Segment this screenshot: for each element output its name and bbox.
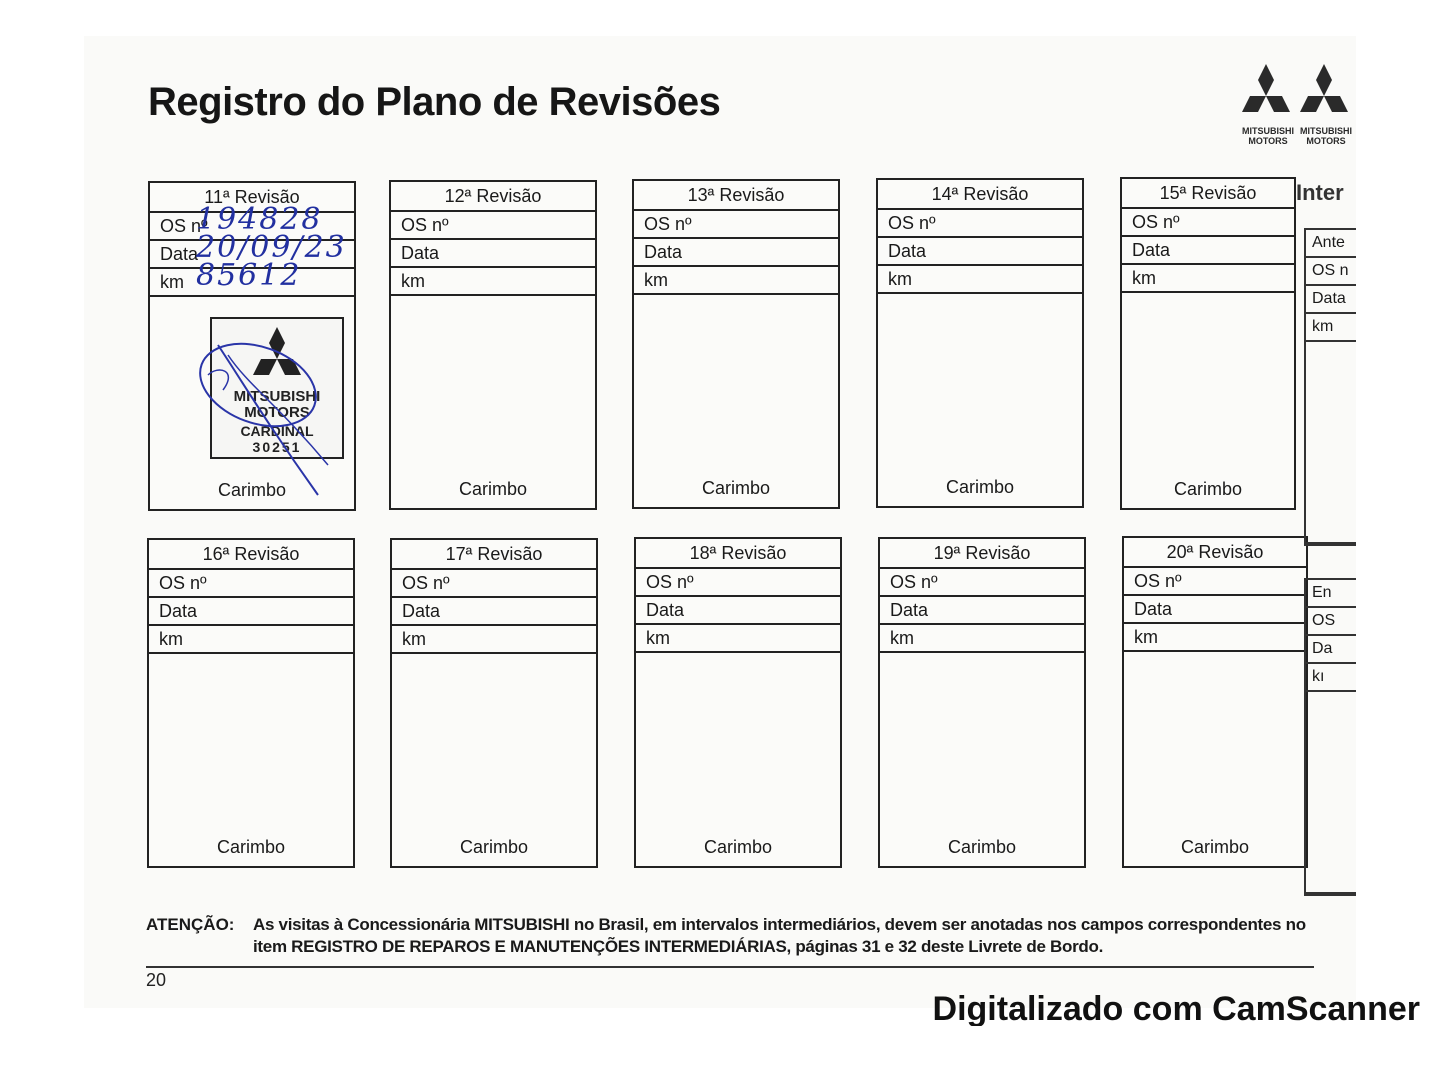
stamp-label: Carimbo [217, 480, 287, 500]
revision-card-15 [1120, 177, 1296, 510]
date-field[interactable] [878, 238, 1082, 266]
km-field[interactable] [392, 626, 596, 654]
revision-card-14 [876, 178, 1084, 508]
os-field[interactable] [149, 570, 353, 598]
date-field[interactable] [1124, 596, 1306, 624]
date-label: Data [159, 601, 198, 621]
attention-text: As visitas à Concessionária MITSUBISHI no Brasil, em intervalos intermediários, devem ser anotadas nos campos correspondentes no item REGISTRO DE REPAROS E MANUTENÇÕES INTERMEDIÁRIAS, páginas 31 e 32 deste Livrete de Bordo. [253, 915, 1306, 956]
adjacent-page-fragment [1294, 180, 1356, 900]
adjacent-stamp-area [1306, 692, 1356, 894]
date-field[interactable] [1122, 237, 1294, 265]
km-label: km [160, 272, 184, 292]
os-field[interactable] [392, 570, 596, 598]
adjacent-stamp-area [1306, 342, 1356, 544]
date-label: Data [401, 243, 440, 263]
adjacent-field: Ante [1306, 230, 1356, 258]
date-field[interactable] [392, 598, 596, 626]
adjacent-field: OS [1306, 608, 1356, 636]
date-field[interactable] [391, 240, 595, 268]
km-label: km [1134, 627, 1158, 647]
mitsubishi-logo [1296, 62, 1356, 160]
km-label: km [402, 629, 426, 649]
footer-divider [146, 966, 1314, 968]
revision-card-20 [1122, 536, 1308, 868]
three-diamonds-icon [1296, 62, 1352, 126]
km-label: km [401, 271, 425, 291]
km-label: km [1132, 268, 1156, 288]
date-label: Data [888, 241, 927, 261]
os-label: OS nº [160, 216, 208, 236]
km-field[interactable] [634, 267, 838, 295]
scanner-watermark [820, 986, 1420, 1026]
os-field[interactable] [636, 569, 840, 597]
km-label: km [646, 628, 670, 648]
adjacent-page-title: Inter [1296, 180, 1344, 205]
logo-text: MITSUBISHI MOTORS [1241, 126, 1294, 146]
watermark-text: Digitalizado com CamScanner [932, 990, 1420, 1026]
km-handwritten-value: 85612 [196, 258, 302, 293]
revision-title: 15ª Revisão [1122, 179, 1294, 209]
page-number: 20 [146, 970, 167, 990]
os-label: OS nº [646, 572, 694, 592]
logo-text: MITSUBISHI MOTORS [1299, 126, 1352, 146]
attention-label: ATENÇÃO: [146, 915, 235, 934]
km-label: km [644, 270, 668, 290]
revision-card-12 [389, 180, 597, 510]
revision-title: 11ª Revisão [150, 183, 354, 213]
date-label: Data [890, 600, 929, 620]
adjacent-field: km [1306, 314, 1356, 342]
stamp-brand-2: MOTORS [244, 404, 310, 421]
adjacent-field: kı [1306, 664, 1356, 692]
stamp-label: Carimbo [216, 837, 286, 857]
stamp-label: Carimbo [945, 477, 1015, 497]
os-label: OS nº [890, 572, 938, 592]
km-field[interactable] [149, 626, 353, 654]
adjacent-field: En [1306, 580, 1356, 608]
os-field[interactable] [1122, 209, 1294, 237]
km-field[interactable] [150, 258, 354, 297]
os-label: OS nº [401, 215, 449, 235]
three-diamonds-icon [1238, 62, 1294, 126]
os-label: OS nº [888, 213, 936, 233]
os-handwritten-value: 194828 [196, 202, 323, 237]
date-label: Data [160, 244, 199, 264]
date-field[interactable] [636, 597, 840, 625]
date-field[interactable] [634, 239, 838, 267]
stamp-label: Carimbo [1173, 479, 1243, 499]
km-label: km [159, 629, 183, 649]
revision-title: 18ª Revisão [636, 539, 840, 569]
km-field[interactable] [878, 266, 1082, 294]
os-label: OS nº [1132, 212, 1180, 232]
km-field[interactable] [1124, 624, 1306, 652]
revision-title: 13ª Revisão [634, 181, 838, 211]
os-field[interactable] [634, 211, 838, 239]
km-label: km [890, 628, 914, 648]
stamp-label: Carimbo [458, 479, 528, 499]
stamp-brand: MITSUBISHI [233, 388, 321, 405]
os-label: OS nº [1134, 571, 1182, 591]
date-field[interactable] [149, 598, 353, 626]
date-label: Data [1132, 240, 1171, 260]
os-label: OS nº [644, 214, 692, 234]
os-field[interactable] [1124, 568, 1306, 596]
km-label: km [888, 269, 912, 289]
revision-card-11 [148, 181, 356, 511]
date-field[interactable] [880, 597, 1084, 625]
stamp-area [150, 295, 354, 509]
revision-card-17 [390, 538, 598, 868]
date-handwritten-value: 20/09/23 [196, 230, 347, 265]
adjacent-box-2 [1304, 578, 1356, 896]
os-field[interactable] [878, 210, 1082, 238]
adjacent-box-1 [1304, 228, 1356, 546]
km-field[interactable] [1122, 265, 1294, 293]
revision-title: 14ª Revisão [878, 180, 1082, 210]
revision-card-13 [632, 179, 840, 509]
revision-card-18 [634, 537, 842, 868]
date-label: Data [402, 601, 441, 621]
km-field[interactable] [880, 625, 1084, 653]
stamp-dealer: CARDINAL [240, 423, 314, 439]
revision-card-16 [147, 538, 355, 868]
stamp-label: Carimbo [701, 478, 771, 498]
revision-title: 16ª Revisão [149, 540, 353, 570]
adjacent-field: OS n [1306, 258, 1356, 286]
os-label: OS nº [159, 573, 207, 593]
km-field[interactable] [391, 268, 595, 296]
mitsubishi-logo [1238, 62, 1298, 160]
os-field[interactable] [880, 569, 1084, 597]
stamp-code: 30251 [252, 439, 302, 455]
revision-title: 20ª Revisão [1124, 538, 1306, 568]
revision-card-19 [878, 537, 1086, 868]
revision-title: 19ª Revisão [880, 539, 1084, 569]
date-label: Data [646, 600, 685, 620]
km-field[interactable] [636, 625, 840, 653]
stamp-label: Carimbo [703, 837, 773, 857]
page-title: Registro do Plano de Revisões [148, 80, 721, 124]
revision-title: 12ª Revisão [391, 182, 595, 212]
revision-title: 17ª Revisão [392, 540, 596, 570]
adjacent-field: Da [1306, 636, 1356, 664]
stamp-label: Carimbo [947, 837, 1017, 857]
os-label: OS nº [402, 573, 450, 593]
os-field[interactable] [391, 212, 595, 240]
adjacent-field: Data [1306, 286, 1356, 314]
date-label: Data [644, 242, 683, 262]
date-label: Data [1134, 599, 1173, 619]
stamp-label: Carimbo [459, 837, 529, 857]
stamp-label: Carimbo [1180, 837, 1250, 857]
